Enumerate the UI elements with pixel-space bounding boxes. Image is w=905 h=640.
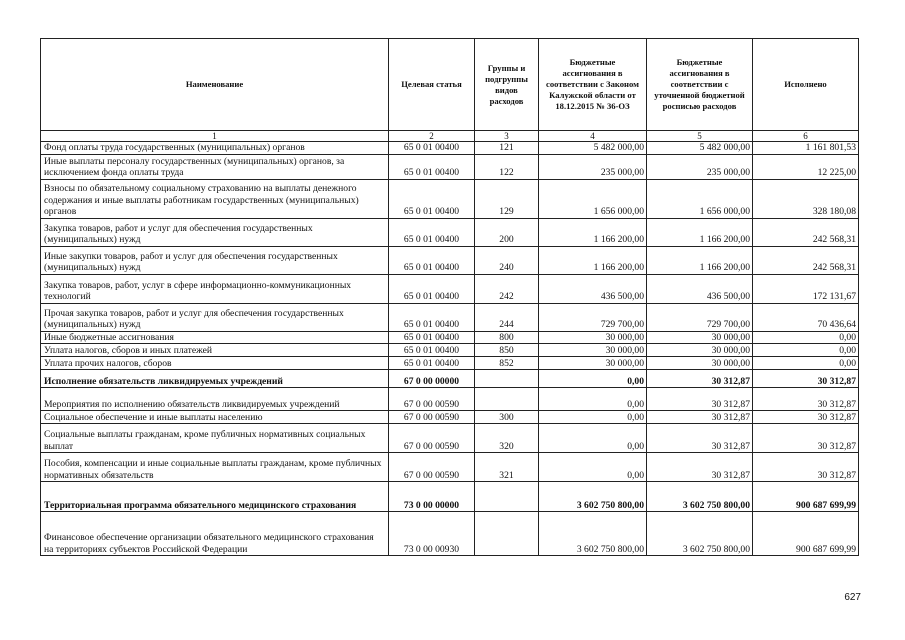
column-number: 1: [41, 131, 389, 142]
column-number-row: [41, 131, 859, 142]
table-row: [41, 370, 859, 388]
target-article-cell: 65 0 01 00400: [389, 179, 475, 218]
expense-group-cell: 244: [475, 303, 539, 331]
law-allocation-cell: 1 656 000,00: [539, 179, 647, 218]
refined-allocation-cell: 436 500,00: [647, 274, 753, 303]
executed-cell: 0,00: [753, 344, 859, 357]
expense-group-cell: [475, 482, 539, 512]
law-allocation-cell: 0,00: [539, 453, 647, 482]
expense-group-cell: 800: [475, 331, 539, 344]
expense-group-cell: [475, 388, 539, 411]
table-row: [41, 142, 859, 155]
table-row: [41, 331, 859, 344]
executed-cell: 30 312,87: [753, 453, 859, 482]
executed-cell: 172 131,67: [753, 274, 859, 303]
refined-allocation-cell: 3 602 750 800,00: [647, 512, 753, 556]
law-allocation-cell: 30 000,00: [539, 331, 647, 344]
expense-group-cell: 240: [475, 246, 539, 274]
expense-group-cell: 852: [475, 357, 539, 370]
refined-allocation-cell: 30 000,00: [647, 331, 753, 344]
refined-allocation-cell: 729 700,00: [647, 303, 753, 331]
target-article-cell: 65 0 01 00400: [389, 246, 475, 274]
column-number: 5: [647, 131, 753, 142]
target-article-cell: 73 0 00 00000: [389, 482, 475, 512]
refined-allocation-cell: 30 312,87: [647, 411, 753, 424]
law-allocation-cell: 1 166 200,00: [539, 218, 647, 246]
executed-cell: 900 687 699,99: [753, 482, 859, 512]
table-row: [41, 512, 859, 556]
row-name-cell: Иные бюджетные ассигнования: [41, 331, 389, 344]
executed-cell: 30 312,87: [753, 370, 859, 388]
executed-cell: 0,00: [753, 331, 859, 344]
executed-cell: 328 180,08: [753, 179, 859, 218]
header-name: Наименование: [41, 39, 389, 131]
law-allocation-cell: 0,00: [539, 370, 647, 388]
column-number: 4: [539, 131, 647, 142]
executed-cell: 70 436,64: [753, 303, 859, 331]
target-article-cell: 65 0 01 00400: [389, 303, 475, 331]
refined-allocation-cell: 1 166 200,00: [647, 218, 753, 246]
target-article-cell: 67 0 00 00590: [389, 424, 475, 453]
target-article-cell: 65 0 01 00400: [389, 274, 475, 303]
row-name-cell: Фонд оплаты труда государственных (муниципальных) органов: [41, 142, 389, 155]
executed-cell: 900 687 699,99: [753, 512, 859, 556]
law-allocation-cell: 0,00: [539, 411, 647, 424]
executed-cell: 242 568,31: [753, 246, 859, 274]
table-row: [41, 154, 859, 179]
table-row: [41, 388, 859, 411]
refined-allocation-cell: 235 000,00: [647, 154, 753, 179]
refined-allocation-cell: 3 602 750 800,00: [647, 482, 753, 512]
target-article-cell: 65 0 01 00400: [389, 218, 475, 246]
row-name-cell: Социальное обеспечение и иные выплаты населению: [41, 411, 389, 424]
row-name-cell: Прочая закупка товаров, работ и услуг для обеспечения государственных (муниципальных) нужд: [41, 303, 389, 331]
refined-allocation-cell: 30 000,00: [647, 344, 753, 357]
row-name-cell: Финансовое обеспечение организации обязательного медицинского страхования на территориях субъектов Российской Федерации: [41, 512, 389, 556]
expense-group-cell: 122: [475, 154, 539, 179]
table-body: [41, 142, 859, 556]
executed-cell: 30 312,87: [753, 424, 859, 453]
law-allocation-cell: 1 166 200,00: [539, 246, 647, 274]
executed-cell: 242 568,31: [753, 218, 859, 246]
header-target-article: Целевая статья: [389, 39, 475, 131]
target-article-cell: 65 0 01 00400: [389, 357, 475, 370]
refined-allocation-cell: 5 482 000,00: [647, 142, 753, 155]
target-article-cell: 67 0 00 00000: [389, 370, 475, 388]
page-number: 627: [844, 592, 861, 603]
row-name-cell: Иные закупки товаров, работ и услуг для обеспечения государственных (муниципальных) нужд: [41, 246, 389, 274]
law-allocation-cell: 30 000,00: [539, 357, 647, 370]
expense-group-cell: 200: [475, 218, 539, 246]
refined-allocation-cell: 30 312,87: [647, 388, 753, 411]
expense-group-cell: [475, 512, 539, 556]
law-allocation-cell: 235 000,00: [539, 154, 647, 179]
expense-group-cell: 850: [475, 344, 539, 357]
target-article-cell: 65 0 01 00400: [389, 154, 475, 179]
refined-allocation-cell: 30 312,87: [647, 424, 753, 453]
refined-allocation-cell: 1 166 200,00: [647, 246, 753, 274]
expense-group-cell: 121: [475, 142, 539, 155]
law-allocation-cell: 5 482 000,00: [539, 142, 647, 155]
row-name-cell: Уплата налогов, сборов и иных платежей: [41, 344, 389, 357]
law-allocation-cell: 3 602 750 800,00: [539, 512, 647, 556]
row-name-cell: Иные выплаты персоналу государственных (муниципальных) органов, за исключением фонда оплаты труда: [41, 154, 389, 179]
law-allocation-cell: 729 700,00: [539, 303, 647, 331]
table-row: [41, 246, 859, 274]
refined-allocation-cell: 30 000,00: [647, 357, 753, 370]
column-number: 6: [753, 131, 859, 142]
law-allocation-cell: 3 602 750 800,00: [539, 482, 647, 512]
table-row: [41, 274, 859, 303]
target-article-cell: 67 0 00 00590: [389, 411, 475, 424]
executed-cell: 0,00: [753, 357, 859, 370]
target-article-cell: 65 0 01 00400: [389, 344, 475, 357]
row-name-cell: Закупка товаров, работ, услуг в сфере информационно-коммуникационных технологий: [41, 274, 389, 303]
table-row: [41, 218, 859, 246]
column-number: 2: [389, 131, 475, 142]
table-row: [41, 482, 859, 512]
expense-group-cell: 321: [475, 453, 539, 482]
expense-group-cell: [475, 370, 539, 388]
expense-group-cell: 242: [475, 274, 539, 303]
row-name-cell: Пособия, компенсации и иные социальные выплаты гражданам, кроме публичных нормативных обязательств: [41, 453, 389, 482]
row-name-cell: Взносы по обязательному социальному страхованию на выплаты денежного содержания и иные выплаты работникам государственных (муниципальных) органов: [41, 179, 389, 218]
table-row: [41, 357, 859, 370]
table-row: [41, 424, 859, 453]
executed-cell: 12 225,00: [753, 154, 859, 179]
expense-group-cell: 129: [475, 179, 539, 218]
header-expense-groups: Группы и подгруппы видов расходов: [475, 39, 539, 131]
table-row: [41, 303, 859, 331]
row-name-cell: Социальные выплаты гражданам, кроме публичных нормативных социальных выплат: [41, 424, 389, 453]
expense-group-cell: 320: [475, 424, 539, 453]
header-executed: Исполнено: [753, 39, 859, 131]
target-article-cell: 73 0 00 00930: [389, 512, 475, 556]
executed-cell: 30 312,87: [753, 388, 859, 411]
executed-cell: 1 161 801,53: [753, 142, 859, 155]
refined-allocation-cell: 30 312,87: [647, 453, 753, 482]
row-name-cell: Закупка товаров, работ и услуг для обеспечения государственных (муниципальных) нужд: [41, 218, 389, 246]
table-row: [41, 453, 859, 482]
row-name-cell: Мероприятия по исполнению обязательств ликвидируемых учреждений: [41, 388, 389, 411]
row-name-cell: Территориальная программа обязательного медицинского страхования: [41, 482, 389, 512]
executed-cell: 30 312,87: [753, 411, 859, 424]
budget-table: [40, 38, 859, 556]
row-name-cell: Исполнение обязательств ликвидируемых учреждений: [41, 370, 389, 388]
refined-allocation-cell: 30 312,87: [647, 370, 753, 388]
target-article-cell: 65 0 01 00400: [389, 331, 475, 344]
row-name-cell: Уплата прочих налогов, сборов: [41, 357, 389, 370]
target-article-cell: 67 0 00 00590: [389, 453, 475, 482]
target-article-cell: 67 0 00 00590: [389, 388, 475, 411]
expense-group-cell: 300: [475, 411, 539, 424]
header-law-allocations: Бюджетные ассигнования в соответствии с Законом Калужской области от 18.12.2015 № 36-ОЗ: [539, 39, 647, 131]
law-allocation-cell: 0,00: [539, 424, 647, 453]
table-row: [41, 411, 859, 424]
law-allocation-cell: 436 500,00: [539, 274, 647, 303]
law-allocation-cell: 0,00: [539, 388, 647, 411]
law-allocation-cell: 30 000,00: [539, 344, 647, 357]
target-article-cell: 65 0 01 00400: [389, 142, 475, 155]
header-refined-allocations: Бюджетные ассигнования в соответствии с уточненной бюджетной росписью расходов: [647, 39, 753, 131]
table-row: [41, 344, 859, 357]
table-row: [41, 179, 859, 218]
refined-allocation-cell: 1 656 000,00: [647, 179, 753, 218]
budget-report-sheet: [40, 38, 858, 556]
column-number: 3: [475, 131, 539, 142]
